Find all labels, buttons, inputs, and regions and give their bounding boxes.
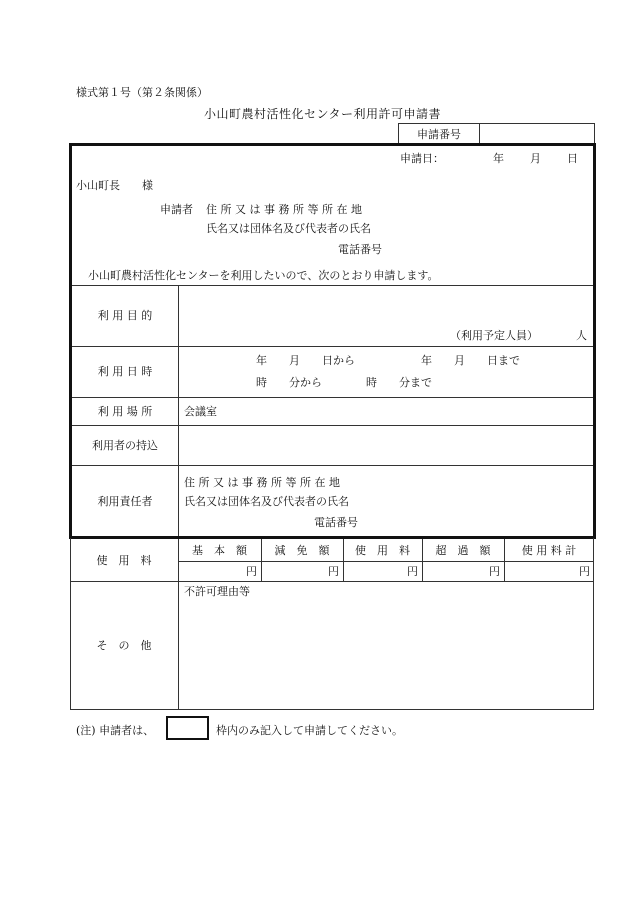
items-label: 利用者の持込 <box>92 439 158 452</box>
datetime-range-dates[interactable]: 年 月 日から 年 月 日まで <box>256 354 520 367</box>
footer-note-suffix: 枠内のみ記入して申請してください。 <box>216 724 403 737</box>
thick-frame-legend-box <box>166 716 209 740</box>
fee-unit-total: 円 <box>579 565 590 578</box>
fee-unit-usage: 円 <box>407 565 418 578</box>
footer-note-prefix: (注) 申請者は、 <box>76 724 155 737</box>
purpose-field[interactable] <box>182 289 590 327</box>
application-number-label: 申請番号 <box>417 128 461 141</box>
applicant-name-label: 氏名又は団体名及び代表者の氏名 <box>206 222 371 235</box>
application-number-field[interactable] <box>481 125 593 142</box>
applicant-phone-label: 電話番号 <box>338 243 382 256</box>
applicant-address-label: 住 所 又 は 事 務 所 等 所 在 地 <box>206 203 362 216</box>
addressee: 小山町長 様 <box>76 179 153 192</box>
place-label: 利 用 場 所 <box>97 405 153 418</box>
date-day-label: 日 <box>567 152 578 165</box>
other-label: そ の 他 <box>96 639 152 652</box>
items-field[interactable] <box>182 428 590 462</box>
fee-col-usage: 使 用 料 <box>355 544 410 557</box>
responsible-phone-label: 電話番号 <box>314 516 358 529</box>
fee-col-excess: 超 過 額 <box>435 544 491 557</box>
date-month-label: 月 <box>530 152 541 165</box>
purpose-label: 利 用 目 的 <box>97 309 153 322</box>
responsible-address-label: 住 所 又 は 事 務 所 等 所 在 地 <box>184 476 340 489</box>
application-statement: 小山町農村活性化センターを利用したいので、次のとおり申請します。 <box>88 269 439 282</box>
people-unit: 人 <box>576 329 587 342</box>
fee-col-basic: 基 本 額 <box>192 544 247 557</box>
fee-unit-excess: 円 <box>489 565 500 578</box>
responsible-label: 利用責任者 <box>97 495 153 508</box>
form-id: 様式第１号（第２条関係） <box>76 86 208 99</box>
fees-label: 使 用 料 <box>96 554 152 567</box>
responsible-name-label: 氏名又は団体名及び代表者の氏名 <box>184 495 349 508</box>
datetime-range-times[interactable]: 時 分から 時 分まで <box>256 376 432 389</box>
datetime-label: 利 用 日 時 <box>97 365 153 378</box>
fee-col-reduction: 減 免 額 <box>274 544 330 557</box>
page-title: 小山町農村活性化センター利用許可申請書 <box>204 107 442 121</box>
date-year-label: 年 <box>493 152 504 165</box>
application-date-label: 申請日： <box>400 152 444 165</box>
fee-col-total: 使 用 料 計 <box>521 544 577 557</box>
applicant-label: 申請者 <box>160 203 193 216</box>
planned-people-label: （利用予定人員） <box>450 329 538 342</box>
other-note: 不許可理由等 <box>184 585 250 598</box>
place-value: 会議室 <box>184 405 217 418</box>
fee-unit-reduction: 円 <box>328 565 339 578</box>
fee-unit-basic: 円 <box>246 565 257 578</box>
